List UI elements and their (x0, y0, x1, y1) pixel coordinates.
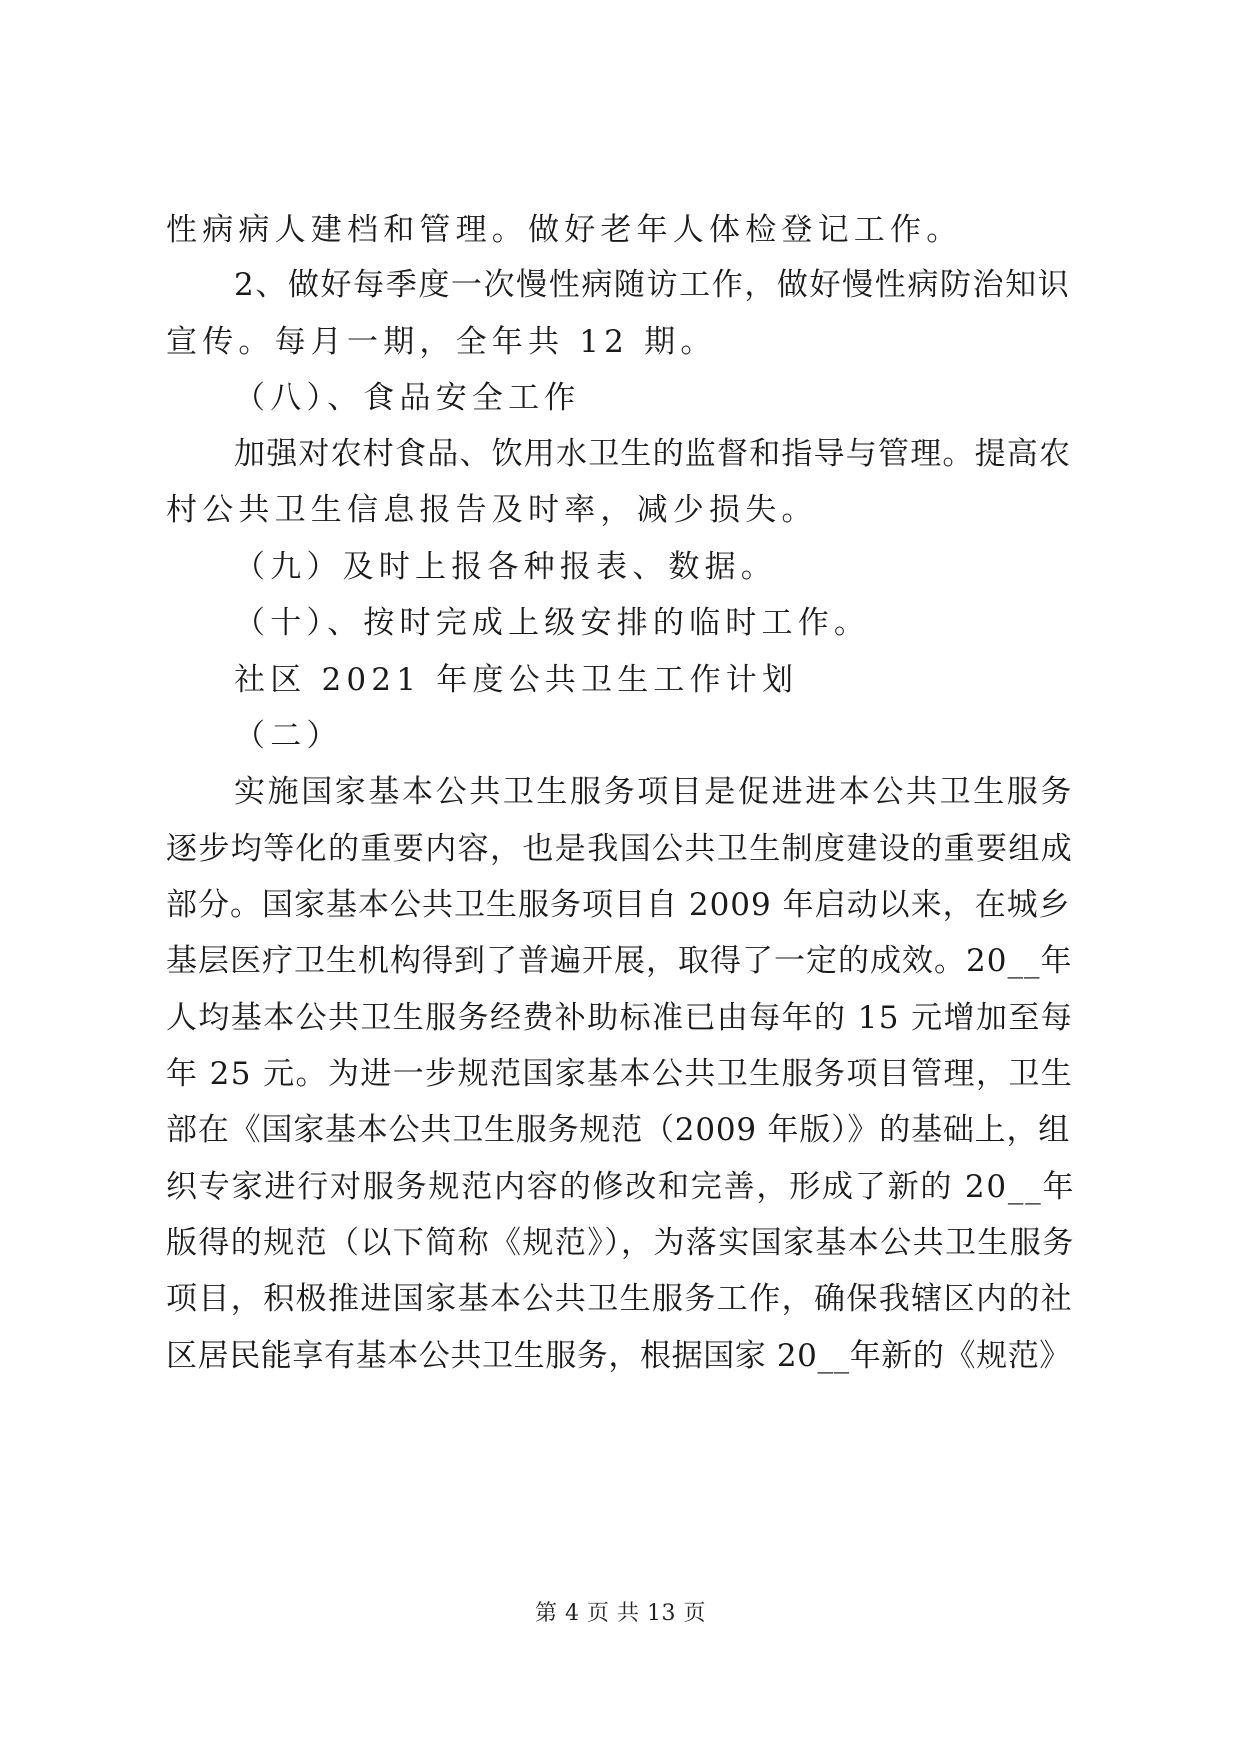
body-line: 版得的规范（以下简称《规范》），为落实国家基本公共卫生服务 (166, 1225, 1075, 1261)
body-line: 2、做好每季度一次慢性病随访工作，做好慢性病防治知识 (234, 267, 1071, 303)
body-line: 性病病人建档和管理。做好老年人体检登记工作。 (166, 212, 963, 248)
page-number-footer: 第 4 页 共 13 页 (535, 1601, 706, 1626)
body-line: 部分。国家基本公共卫生服务项目自 2009 年启动以来，在城乡 (166, 887, 1071, 923)
body-line: 部在《国家基本公共卫生服务规范（2009 年版）》的基础上，组 (166, 1112, 1071, 1148)
body-line: 人均基本公共卫生服务经费补助标准已由每年的 15 元增加至每 (166, 1000, 1074, 1036)
body-line: 项目，积极推进国家基本公共卫生服务工作，确保我辖区内的社 (166, 1281, 1074, 1317)
body-line: 实施国家基本公共卫生服务项目是促进进本公共卫生服务 (234, 774, 1074, 810)
section-heading: （九）及时上报各种报表、数据。 (234, 549, 777, 585)
body-line: 逐步均等化的重要内容，也是我国公共卫生制度建设的重要组成 (166, 831, 1074, 867)
body-line: 宣传。每月一期，全年共 12 期。 (166, 324, 717, 360)
body-line: 村公共卫生信息报告及时率，减少损失。 (166, 492, 818, 528)
body-line: 区居民能享有基本公共卫生服务，根据国家 20__年新的《规范》 (166, 1338, 1071, 1374)
section-heading: （八）、食品安全工作 (234, 380, 581, 416)
section-heading: （十）、按时完成上级安排的临时工作。 (234, 605, 871, 641)
body-line: 年 25 元。为进一步规范国家基本公共卫生服务项目管理，卫生 (166, 1056, 1074, 1092)
body-line: 织专家进行对服务规范内容的修改和完善，形成了新的 20__年 (166, 1169, 1076, 1205)
document-title: 社区 2021 年度公共卫生工作计划 (234, 662, 799, 698)
body-line: 加强对农村食品、饮用水卫生的监督和指导与管理。提高农 (234, 436, 1072, 472)
section-number: （二） (234, 718, 343, 754)
body-line: 基层医疗卫生机构得到了普遍开展，取得了一定的成效。20__年 (166, 943, 1073, 979)
